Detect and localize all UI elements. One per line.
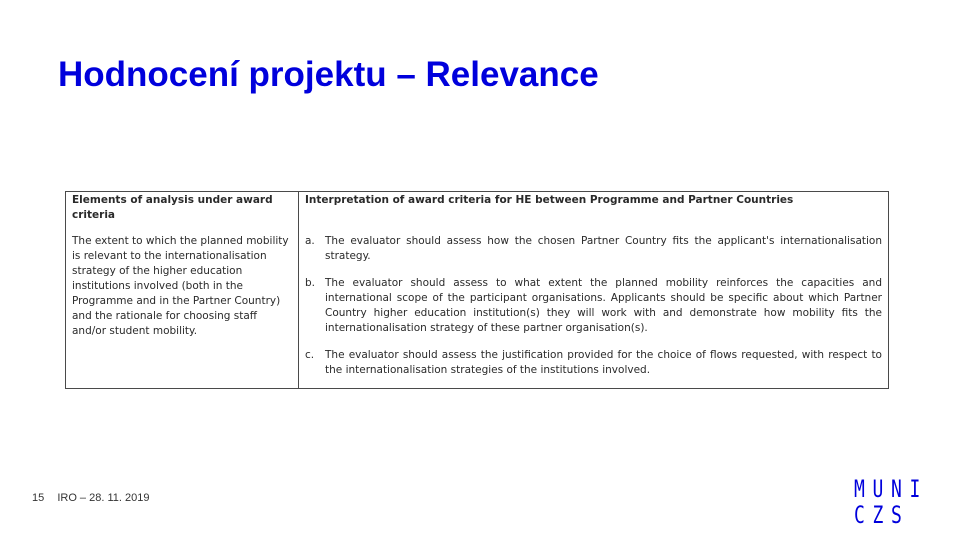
logo-letter: Z <box>872 501 884 529</box>
footer-text: IRO – 28. 11. 2019 <box>57 492 150 504</box>
criteria-item-b <box>305 276 882 336</box>
logo-line-1 <box>854 476 928 502</box>
page-number: 15 <box>32 492 45 504</box>
logo-letter: U <box>872 475 884 503</box>
logo-letter: I <box>909 475 921 503</box>
logo-letter: N <box>890 475 902 503</box>
criteria-text: The evaluator should assess how the chosen Partner Country fits the applicant's internationalisation strategy. <box>325 235 882 262</box>
table-row <box>66 225 889 389</box>
table-header-left: Elements of analysis under award criteria <box>66 192 299 226</box>
award-criteria-table <box>65 191 889 389</box>
analysis-element-text: The extent to which the planned mobility is relevant to the internationalisation strategy of the higher education institutions involved (both in the Programme and in the Partner Country) and the rationale for choosing staff and/or student mobility. <box>72 235 289 337</box>
slide-title: Hodnocení projektu – Relevance <box>58 55 599 94</box>
muni-czs-logo <box>854 476 930 528</box>
criteria-item-c <box>305 348 882 378</box>
logo-letter: C <box>854 501 865 529</box>
list-marker: b. <box>305 277 316 289</box>
table-cell-left <box>66 225 299 389</box>
logo-letter: S <box>890 501 902 529</box>
criteria-text: The evaluator should assess the justification provided for the choice of flows requested, with respect to the internationalisation strategies of the institutions involved. <box>325 349 882 376</box>
logo-spacer <box>909 502 927 528</box>
criteria-text: The evaluator should assess to what extent the planned mobility reinforces the capacities and international scope of the participant organisations. Applicants should be specific about which Partner Country higher education institution(s) they will work with and demonstrate how mobility fits the internationalisation strategy of these partner organisation(s). <box>325 277 882 334</box>
logo-letter: M <box>854 475 865 503</box>
table-header-row <box>66 192 889 226</box>
criteria-item-a <box>305 234 882 264</box>
criteria-list <box>305 234 882 378</box>
table-header-right: Interpretation of award criteria for HE between Programme and Partner Countries <box>299 192 889 226</box>
list-marker: a. <box>305 235 315 247</box>
logo-line-2 <box>854 502 928 528</box>
list-marker: c. <box>305 349 315 361</box>
table-cell-right <box>299 225 889 389</box>
slide-footer <box>32 492 149 504</box>
